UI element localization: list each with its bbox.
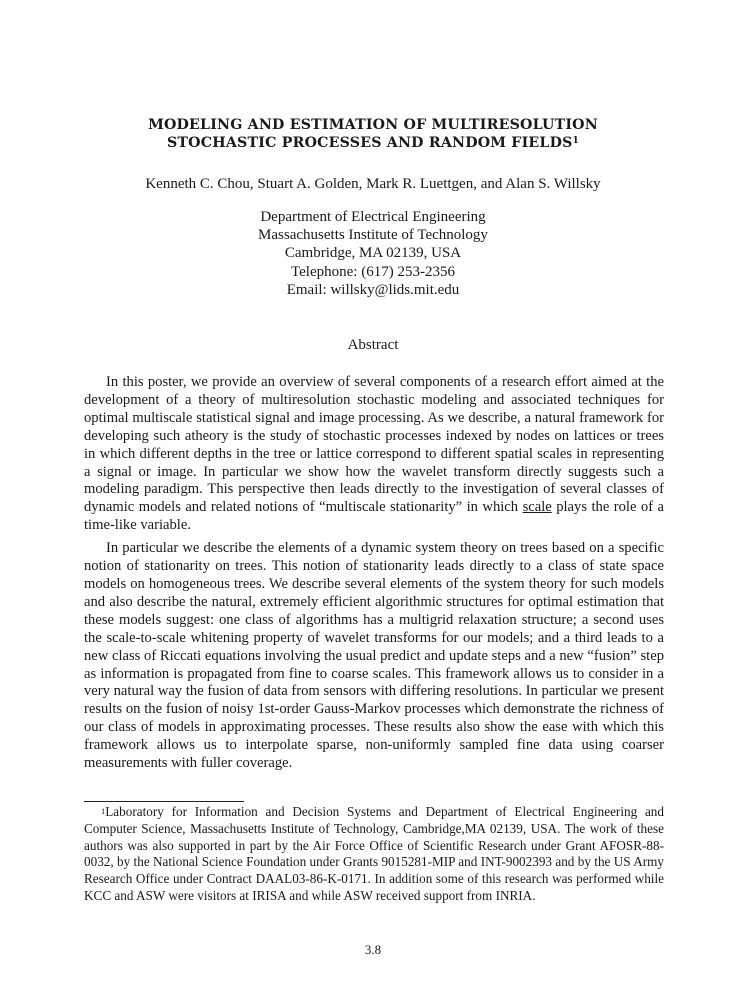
affiliation-institution: Massachusetts Institute of Technology [258,227,488,244]
underlined-word-scale: scale [522,499,552,516]
abstract-paragraph-2: In particular we describe the elements of a dynamic system theory on trees based on a specific notion of stationarity on trees. This notion of stationarity leads directly to a class of state space models on homogeneous trees. We describe several elements of the system theory for such models and also describe the natural, extremely efficient algorithmic structures for optimal estimation that these models suggest: one class of algorithms has a multigrid relaxation structure; a second uses the scale-to-scale whitening property of wavelet transforms for our models; and a third leads to a new class of Riccati equations involving the usual predict and update steps and a new “fusion” step as information is propagated from fine to coarse scales. This framework allows us to consider in a very natural way the fusion of data from sensors with differing resolutions. In particular we present results on the fusion of noisy 1st-order Gauss-Markov processes which demonstrate the richness of our class of models in approximating processes. These results also show the ease with which this framework allows us to interpolate sparse, non-uniformly sampled fine data using coarser measurements with fuller coverage. [84,540,664,772]
title-footnote-mark: 1 [572,136,580,146]
affiliation-department: Department of Electrical Engineering [260,209,486,225]
paper-title [84,116,662,152]
affiliation-block [84,208,662,299]
title-line-2-text: STOCHASTIC PROCESSES AND RANDOM FIELDS [166,135,573,151]
abstract-paragraph-1 [84,374,664,535]
title-line-2 [84,134,662,152]
abstract-body [84,374,664,778]
title-line-1: MODELING AND ESTIMATION OF MULTIRESOLUTION [148,117,598,133]
paragraph-1-text-b: plays the role of a time-like variable. [84,499,665,534]
footnote-paragraph [84,804,664,905]
paragraph-1-text-a: In this poster, we provide an overview of several components of a research effort aimed at the development of a theory of multiresolution stochastic modeling and associated techniques for optimal multiscale statistical signal and image processing. As we describe, a natural framework for developing such atheory is the study of stochastic processes indexed by nodes on lattices or trees in which different depths in the tree or lattice correspond to different spatial scales in representing a signal or image. In particular we show how the wavelet transform directly suggests such a modeling paradigm. This perspective then leads directly to the investigation of several classes of dynamic models and related notions of “multiscale stationarity” in which [84,374,664,516]
page-number: 3.8 [364,942,382,957]
affiliation-address: Cambridge, MA 02139, USA [284,245,462,262]
author-list: Kenneth C. Chou, Stuart A. Golden, Mark R. Luettgen, and Alan S. Willsky [145,176,601,192]
footnote [84,804,664,905]
affiliation-telephone: Telephone: (617) 253-2356 [291,263,455,280]
footnote-text: Laboratory for Information and Decision Systems and Department of Electrical Engineering and Computer Science, Massachusetts Institute of Technology, Cambridge,MA 02139, USA. The work of these authors was also supported in part by the Air Force Office of Scientific Research under Grant AFOSR-88-0032, by the National Science Foundation under Grants 9015281-MIP and INT-9002393 and by the US Army Research Office under Contract DAAL03-86-K-0171. In addition some of this research was performed while KCC and ASW were visitors at IRISA and while ASW received support from INRIA. [84,804,664,903]
affiliation-email: Email: willsky@lids.mit.edu [286,281,460,298]
footnote-mark: 1 [101,806,106,816]
abstract-heading: Abstract [347,337,399,353]
footnote-divider [84,801,244,802]
